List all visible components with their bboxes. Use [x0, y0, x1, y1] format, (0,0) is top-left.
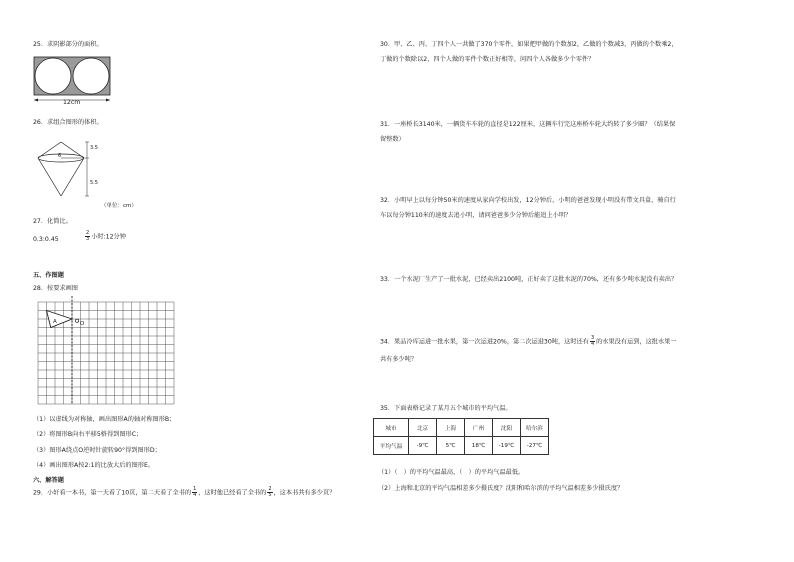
q28-grid	[38, 302, 208, 402]
q28-item-4: （4）画出图形A按2:1的比放大后的图形E。	[33, 462, 155, 469]
q27-item-a: 0.3:0.45	[33, 236, 59, 243]
table-cell: 平均气温	[374, 437, 409, 455]
q27-text: 27．化简比。	[33, 218, 72, 225]
q26-unit-label: （单位：cm）	[101, 203, 137, 209]
q28-point-o	[76, 319, 79, 322]
table-header-row	[374, 419, 549, 437]
q28-item-3: （3）图形A绕点O逆时针旋转90°得到图形D；	[33, 447, 161, 454]
table-row	[374, 437, 549, 455]
q30-line-2: 丁做的个数除以2，四个人做的零件个数正好相等，问四个人各做多少个零件？	[380, 56, 595, 63]
q31-line-1: 31．一座桥长3140米，一辆货车车轮的直径是122厘米，这辆车行完这座桥车轮大约转了多少圈？（结果保	[380, 121, 676, 128]
section-5-heading: 五、作图题	[33, 272, 64, 279]
q35-text: 35．下面表格记录了某月五个城市的平均气温。	[380, 405, 512, 412]
q28-item-1: （1）以虚线为对称轴，画出图形A的轴对称图形B；	[33, 416, 176, 423]
table-cell: 沈阳	[493, 419, 521, 437]
q32-line-1: 32．小明早上以每分钟50米的速度从家向学校出发，12分钟后，小明的爸爸发现小明没有带文具盒，骑自行	[380, 197, 676, 204]
table-cell: 5℃	[437, 437, 465, 455]
q28-label-o: O	[80, 321, 85, 327]
q34-line-1: 34．果品冷库运进一批水果，第一次运进20%，第二次运进30吨，这时还有 $\frac{3}{4}$ 的水果没有运到，这批水果一	[380, 335, 677, 347]
table-cell: 上海	[437, 419, 465, 437]
q25-text: 25．求阴影部分的面积。	[33, 41, 103, 48]
table-cell: 城市	[374, 419, 409, 437]
table-cell: -9℃	[409, 437, 437, 455]
q33-text: 33．一个水泥厂生产了一批水泥，已经卖出2100吨，正好卖了这批水泥的70%，还有多少吨水泥没有卖出？	[380, 276, 678, 283]
q27-item-b: $\frac{2}{3}$ 小时:12分钟	[86, 230, 126, 242]
q31-line-2: 留整数）	[380, 136, 405, 143]
q32-line-2: 车以每分钟110米的速度去追小明，请问爸爸多少分钟后能追上小明？	[380, 212, 572, 219]
q35-sub-2: （2）上海和北京的平均气温相差多少摄氏度？沈阳和哈尔滨的平均气温相差多少摄氏度？	[378, 485, 624, 492]
table-cell: -27℃	[521, 437, 549, 455]
table-cell: -19℃	[493, 437, 521, 455]
q28-item-2: （2）将图形B向右平移5格得到图形C；	[33, 431, 143, 438]
section-6-heading: 六、解答题	[33, 477, 64, 484]
q26-height1-label: 3.5	[90, 145, 98, 151]
table-cell: 哈尔滨	[521, 419, 549, 437]
q26-height2-label: 5.5	[90, 180, 98, 186]
q28-shape-a	[47, 311, 73, 328]
q26-text: 26．求组合图形的体积。	[33, 119, 103, 126]
q25-dimension-label: 12cm	[63, 99, 81, 106]
q28-text: 28．按要求画图	[33, 285, 78, 292]
table-cell: 18℃	[465, 437, 493, 455]
q29-text: 29．小轩看一本书，第一天看了10页，第二天看了全书的 $\frac{1}{4}$ ，这时他已经看了全书的 $\frac{2}{5}$ ，这本书共有多少页？	[33, 486, 336, 498]
q28-label-a: A	[53, 319, 57, 325]
table-cell: 广州	[465, 419, 493, 437]
q35-sub-1: （1）（ ）的平均气温最高，（ ）的平均气温最低。	[378, 469, 525, 476]
q35-temperature-table	[373, 418, 549, 455]
q30-line-1: 30．甲、乙、丙、丁四个人一共做了370个零件，如果把甲做的个数加2，乙做的个数减3，丙做的个数乘2，	[380, 41, 678, 48]
q34-line-2: 共有多少吨？	[380, 356, 418, 363]
q26-radius-label: 6	[58, 153, 62, 159]
table-cell: 北京	[409, 419, 437, 437]
